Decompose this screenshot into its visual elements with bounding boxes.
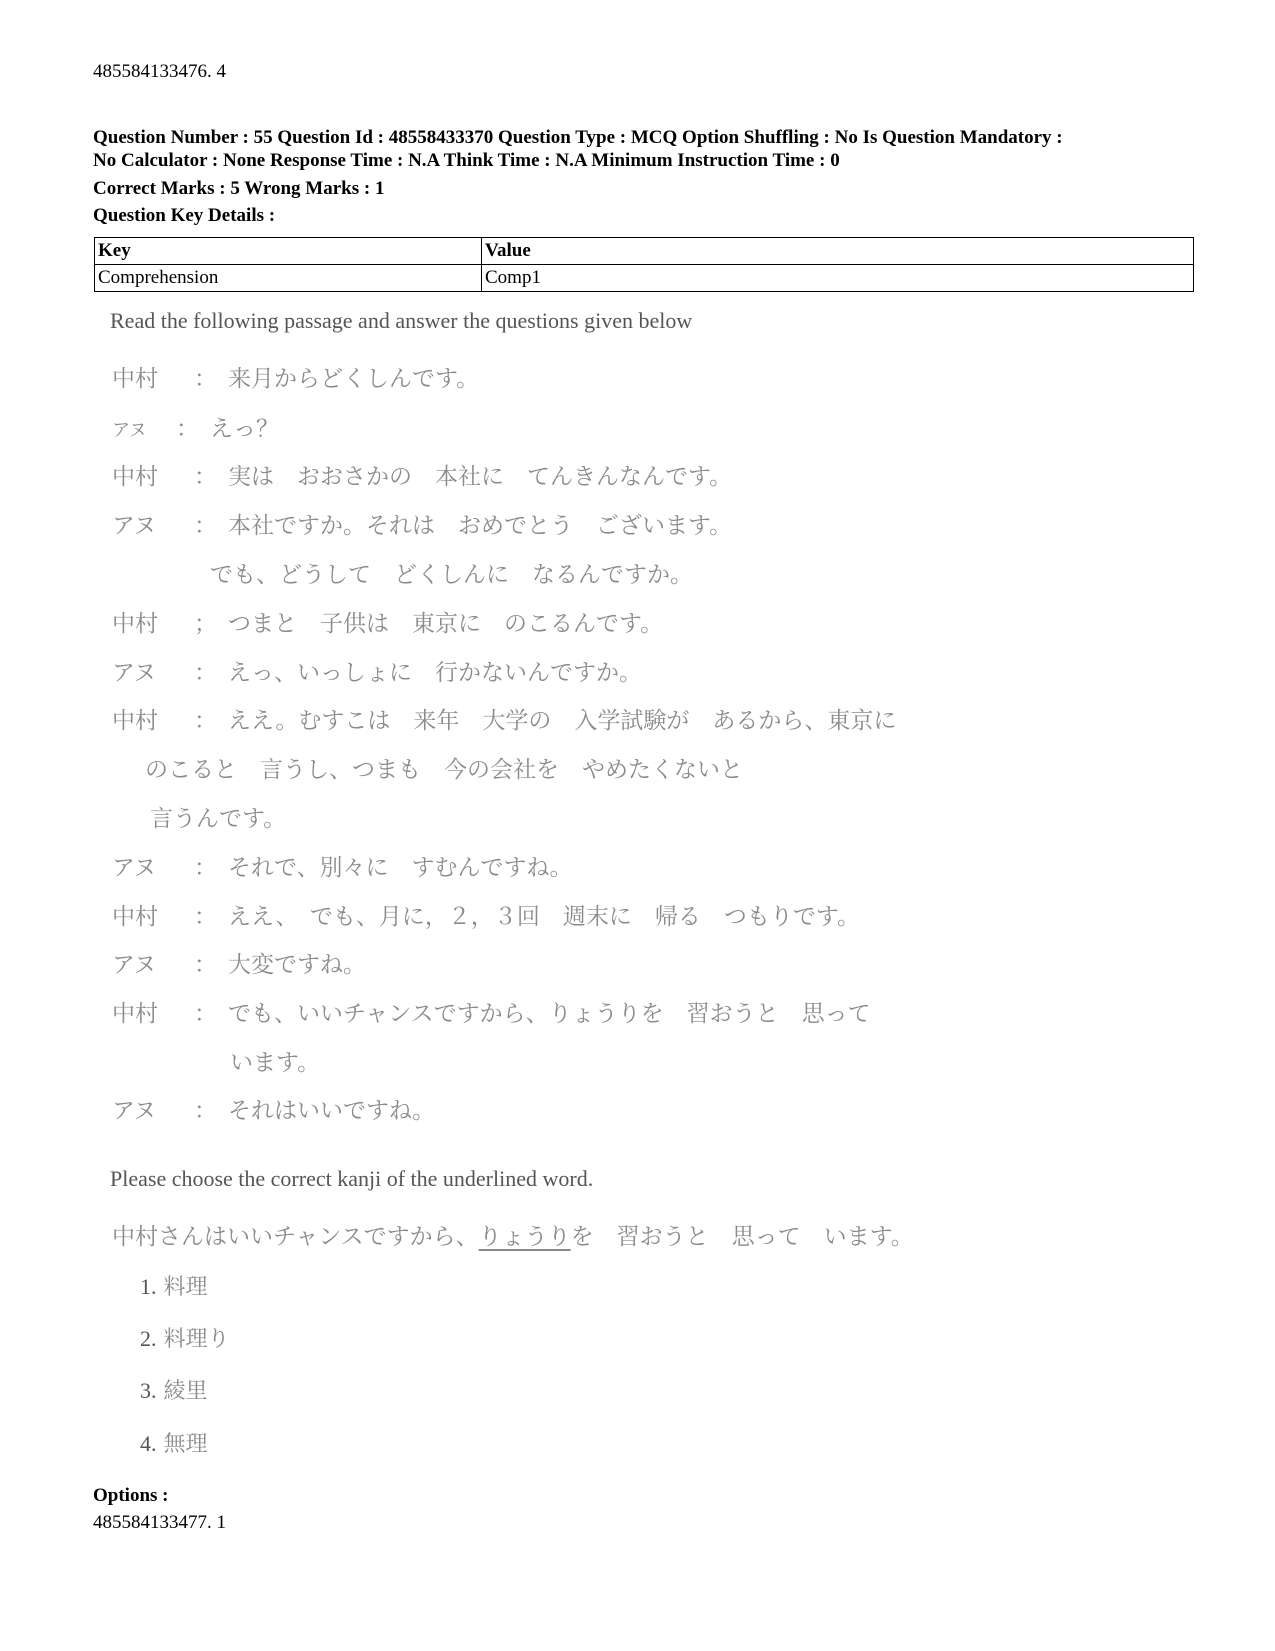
question-instruction: Please choose the correct kanji of the underlined word. (110, 1166, 594, 1191)
speaker: 中村 (112, 1001, 158, 1027)
table-row (95, 265, 1194, 292)
table-cell-key: Comprehension (95, 265, 482, 292)
dialogue-line (210, 556, 693, 589)
colon: ： (194, 855, 217, 881)
sentence-after: を 習おうと 思って います。 (570, 1224, 914, 1250)
dialogue-text: ええ。むすこは 来年 大学の 入学試験が あるから、東京に (228, 708, 897, 734)
dialogue-text: でも、いいチャンスですから、りょうりを 習おうと 思って (228, 1001, 871, 1027)
speaker: アヌ (112, 660, 157, 686)
dialogue-text: います。 (230, 1050, 321, 1076)
dialogue-line (112, 995, 871, 1028)
dialogue-line (112, 898, 860, 931)
answer-choice-3[interactable] (140, 1374, 208, 1405)
dialogue-line (112, 507, 732, 540)
choice-text: 料理 (163, 1275, 208, 1300)
passage-instruction: Read the following passage and answer the questions given below (110, 308, 693, 333)
colon: ： (194, 1098, 217, 1124)
speaker: 中村 (112, 904, 158, 930)
speaker: 中村 (112, 708, 158, 734)
dialogue-line (150, 800, 286, 833)
marks-line: Correct Marks : 5 Wrong Marks : 1 (93, 178, 385, 199)
dialogue-text: 来月からどくしんです。 (228, 366, 480, 392)
question-meta-line2: No Calculator : None Response Time : N.A Think Time : N.A Minimum Instruction Time : 0 (93, 150, 840, 171)
colon: ： (194, 660, 217, 686)
dialogue-line (112, 946, 366, 979)
colon: ： (194, 366, 217, 392)
dialogue-text: えっ？ (210, 416, 279, 442)
speaker: 中村 (112, 611, 158, 637)
colon: ： (194, 513, 217, 539)
speaker: アヌ (112, 513, 157, 539)
dialogue-line (112, 410, 279, 443)
dialogue-text: それはいいですね。 (228, 1098, 435, 1124)
answer-choice-1[interactable] (140, 1270, 208, 1301)
key-details-table (94, 237, 1194, 292)
colon: ： (194, 1001, 217, 1027)
dialogue-line (145, 751, 743, 784)
choice-text: 無理 (163, 1432, 208, 1457)
dialogue-text: それで、別々に すむんですね。 (228, 855, 573, 881)
speaker: アヌ (112, 952, 157, 978)
choice-text: 綾里 (163, 1379, 208, 1404)
question-meta-line1: Question Number : 55 Question Id : 48558433370 Question Type : MCQ Option Shuffling : No Is Question Mandatory : (93, 127, 1063, 148)
choice-text: 料理り (163, 1327, 230, 1352)
dialogue-line (112, 458, 732, 491)
choice-number: 1. (140, 1274, 157, 1299)
choice-number: 4. (140, 1431, 157, 1456)
dialogue-line (112, 849, 573, 882)
choice-number: 3. (140, 1378, 157, 1403)
speaker: アヌ (112, 855, 157, 881)
colon: ； (194, 611, 217, 637)
dialogue-text: ええ、 でも、月に，２，３回 週末に 帰る つもりです。 (228, 904, 861, 930)
colon: ： (194, 464, 217, 490)
speaker: 中村 (112, 366, 158, 392)
colon: ： (194, 904, 217, 930)
dialogue-text: 実は おおさかの 本社に てんきんなんです。 (228, 464, 733, 490)
options-label: Options : (93, 1485, 169, 1506)
colon: ： (194, 952, 217, 978)
question-header-id: 485584133476. 4 (93, 61, 226, 82)
dialogue-line (230, 1044, 320, 1077)
choice-number: 2. (140, 1326, 157, 1351)
dialogue-line (112, 605, 663, 638)
answer-choice-2[interactable] (140, 1322, 230, 1353)
dialogue-text: のこると 言うし、つまも 今の会社を やめたくないと (145, 757, 743, 783)
dialogue-line (112, 360, 479, 393)
sentence-before: 中村さんはいいチャンスですから、 (112, 1224, 479, 1250)
colon: ： (176, 416, 199, 442)
dialogue-text: 言うんです。 (150, 806, 287, 832)
dialogue-line (112, 702, 896, 735)
dialogue-line (112, 1092, 435, 1125)
question-sentence (112, 1218, 914, 1251)
speaker: アヌ (112, 1098, 157, 1124)
dialogue-text: つまと 子供は 東京に のこるんです。 (228, 611, 664, 637)
table-header-value: Value (482, 238, 1194, 265)
speaker: 中村 (112, 464, 158, 490)
option-id: 485584133477. 1 (93, 1512, 226, 1533)
colon: ： (194, 708, 217, 734)
dialogue-text: えっ、いっしょに 行かないんですか。 (228, 660, 642, 686)
dialogue-text: 本社ですか。それは おめでとう ございます。 (228, 513, 733, 539)
answer-choice-4[interactable] (140, 1427, 208, 1458)
key-details-label: Question Key Details : (93, 205, 276, 226)
dialogue-text: 大変ですね。 (228, 952, 366, 978)
dialogue-line (112, 654, 642, 687)
speaker: アヌ (112, 420, 147, 441)
table-header-row (95, 238, 1194, 265)
underlined-word: りょうり (478, 1224, 571, 1250)
table-header-key: Key (95, 238, 482, 265)
table-cell-value: Comp1 (482, 265, 1194, 292)
dialogue-text: でも、どうして どくしんに なるんですか。 (210, 562, 693, 588)
